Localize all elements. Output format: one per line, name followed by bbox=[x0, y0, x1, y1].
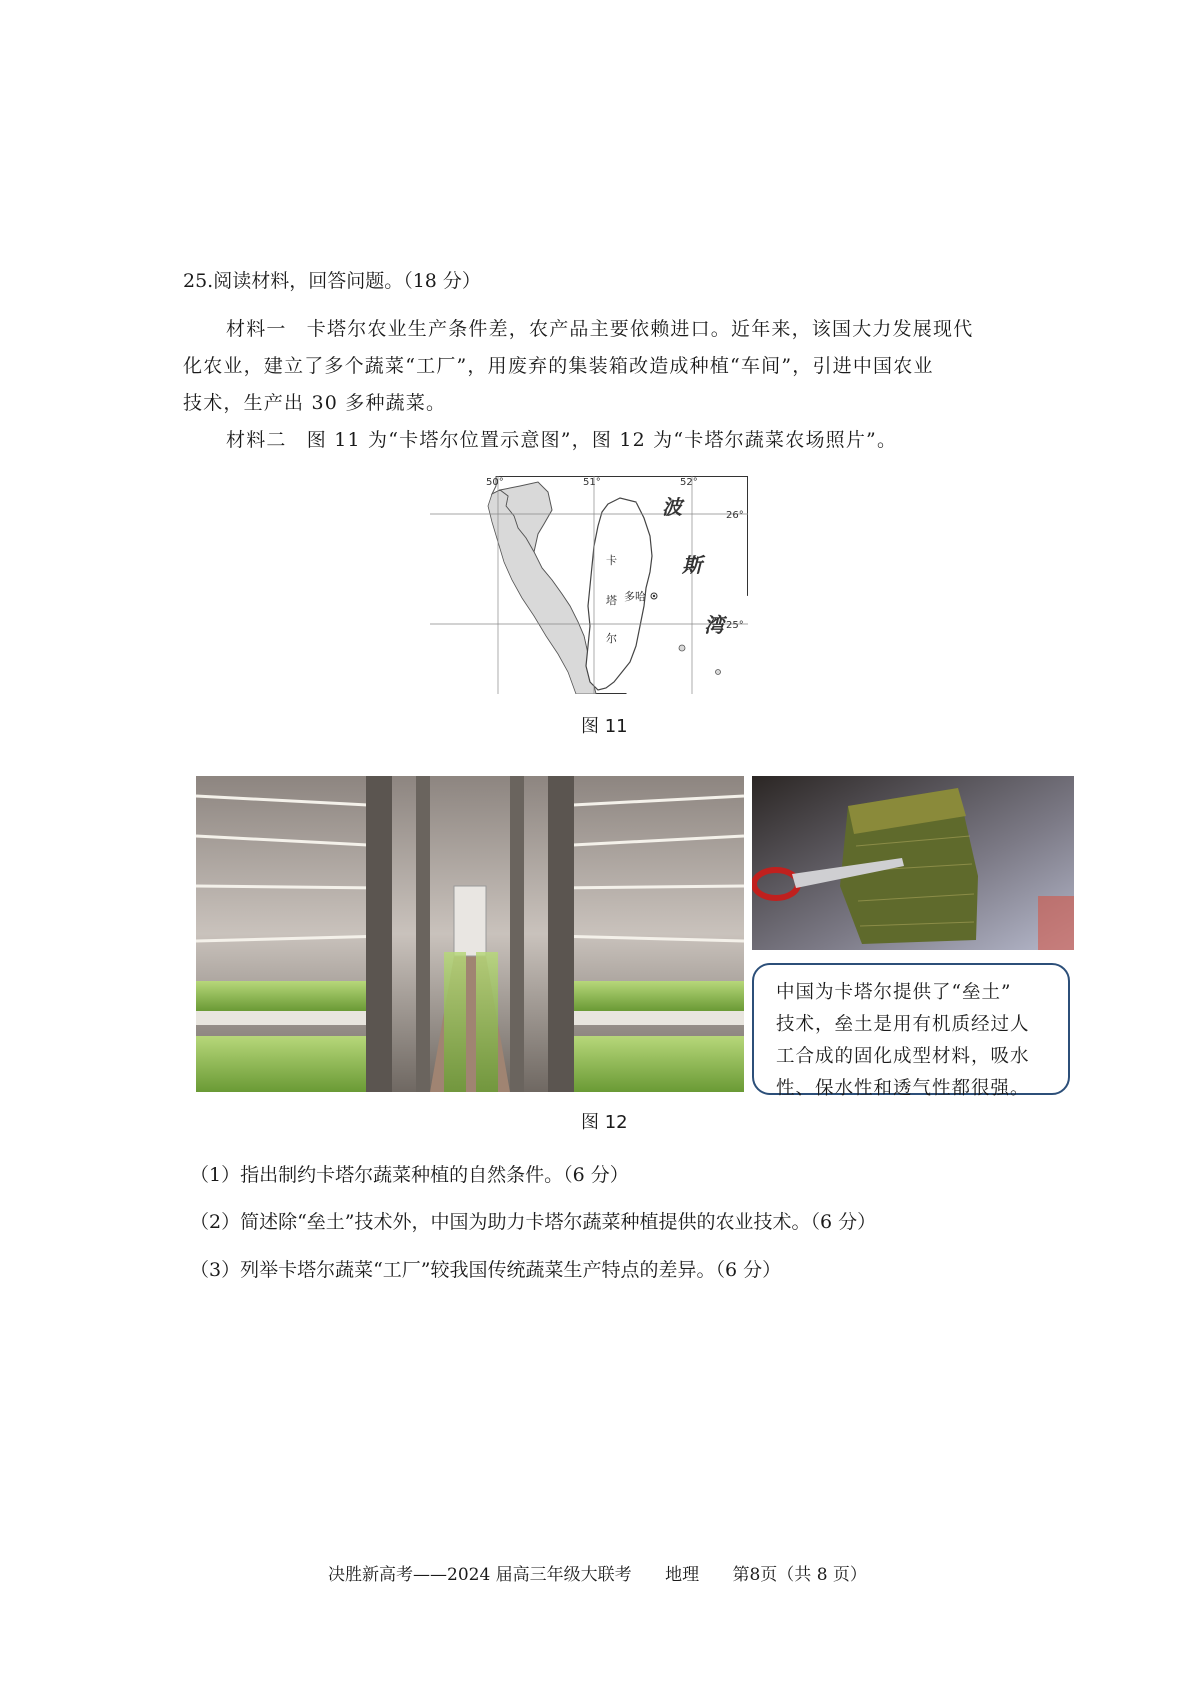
material-1-line-2: 化农业，建立了多个蔬菜“工厂”，用废弃的集装箱改造成种植“车间”，引进中国农业 bbox=[183, 355, 934, 377]
page-footer bbox=[328, 1560, 895, 1585]
callout-line-2: 技术，垒土是用有机质经过人 bbox=[776, 1014, 1030, 1035]
lat-label-26: 26° bbox=[726, 510, 744, 521]
sea-char-1: 波 bbox=[662, 495, 682, 519]
subquestion-2: （2）简述除“垒土”技术外，中国为助力卡塔尔蔬菜种植提供的农业技术。（6 分） bbox=[190, 1211, 877, 1233]
country-char-2: 塔 bbox=[606, 594, 617, 607]
capital-label: 多哈 bbox=[624, 590, 646, 603]
question-title: 25.阅读材料，回答问题。（18 分） bbox=[183, 270, 481, 292]
lon-label-50: 50° bbox=[486, 477, 504, 488]
figure-11-caption: 图 11 bbox=[581, 716, 628, 737]
island-dot-1 bbox=[679, 645, 685, 651]
callout-line-4: 性、保水性和透气性都很强。 bbox=[776, 1078, 1030, 1099]
footer-subject: 地理 bbox=[665, 1565, 700, 1585]
sea-char-3: 湾 bbox=[704, 613, 724, 637]
lon-label-52: 52° bbox=[680, 477, 698, 488]
material-2: 材料二 图 11 为“卡塔尔位置示意图”，图 12 为“卡塔尔蔬菜农场照片”。 bbox=[226, 429, 898, 451]
country-char-1: 卡 bbox=[606, 554, 617, 567]
qatar-location-map bbox=[430, 476, 748, 694]
callout-line-3: 工合成的固化成型材料，吸水 bbox=[776, 1046, 1030, 1067]
material-1-line-3: 技术，生产出 30 多种蔬菜。 bbox=[183, 392, 447, 414]
subquestion-3: （3）列举卡塔尔蔬菜“工厂”较我国传统蔬菜生产特点的差异。（6 分） bbox=[190, 1259, 782, 1281]
subquestion-1: （1）指出制约卡塔尔蔬菜种植的自然条件。（6 分） bbox=[190, 1164, 629, 1186]
lon-label-51: 51° bbox=[583, 477, 601, 488]
sea-char-2: 斯 bbox=[682, 553, 702, 577]
vertical-farm-photo bbox=[196, 776, 744, 1092]
soil-tech-callout bbox=[752, 963, 1070, 1099]
callout-line-1: 中国为卡塔尔提供了“垒土” bbox=[776, 982, 1012, 1003]
footer-exam: 决胜新高考——2024 届高三年级大联考 bbox=[328, 1565, 632, 1585]
figure-12-caption: 图 12 bbox=[581, 1112, 628, 1133]
soil-block-photo bbox=[752, 776, 1074, 950]
material-1-line-1: 材料一 卡塔尔农业生产条件差，农产品主要依赖进口。近年来，该国大力发展现代 bbox=[226, 318, 974, 340]
footer-page: 第8页（共 8 页） bbox=[732, 1565, 867, 1585]
lat-label-25: 25° bbox=[726, 620, 744, 631]
island-dot-2 bbox=[716, 670, 721, 675]
country-char-3: 尔 bbox=[606, 632, 617, 645]
